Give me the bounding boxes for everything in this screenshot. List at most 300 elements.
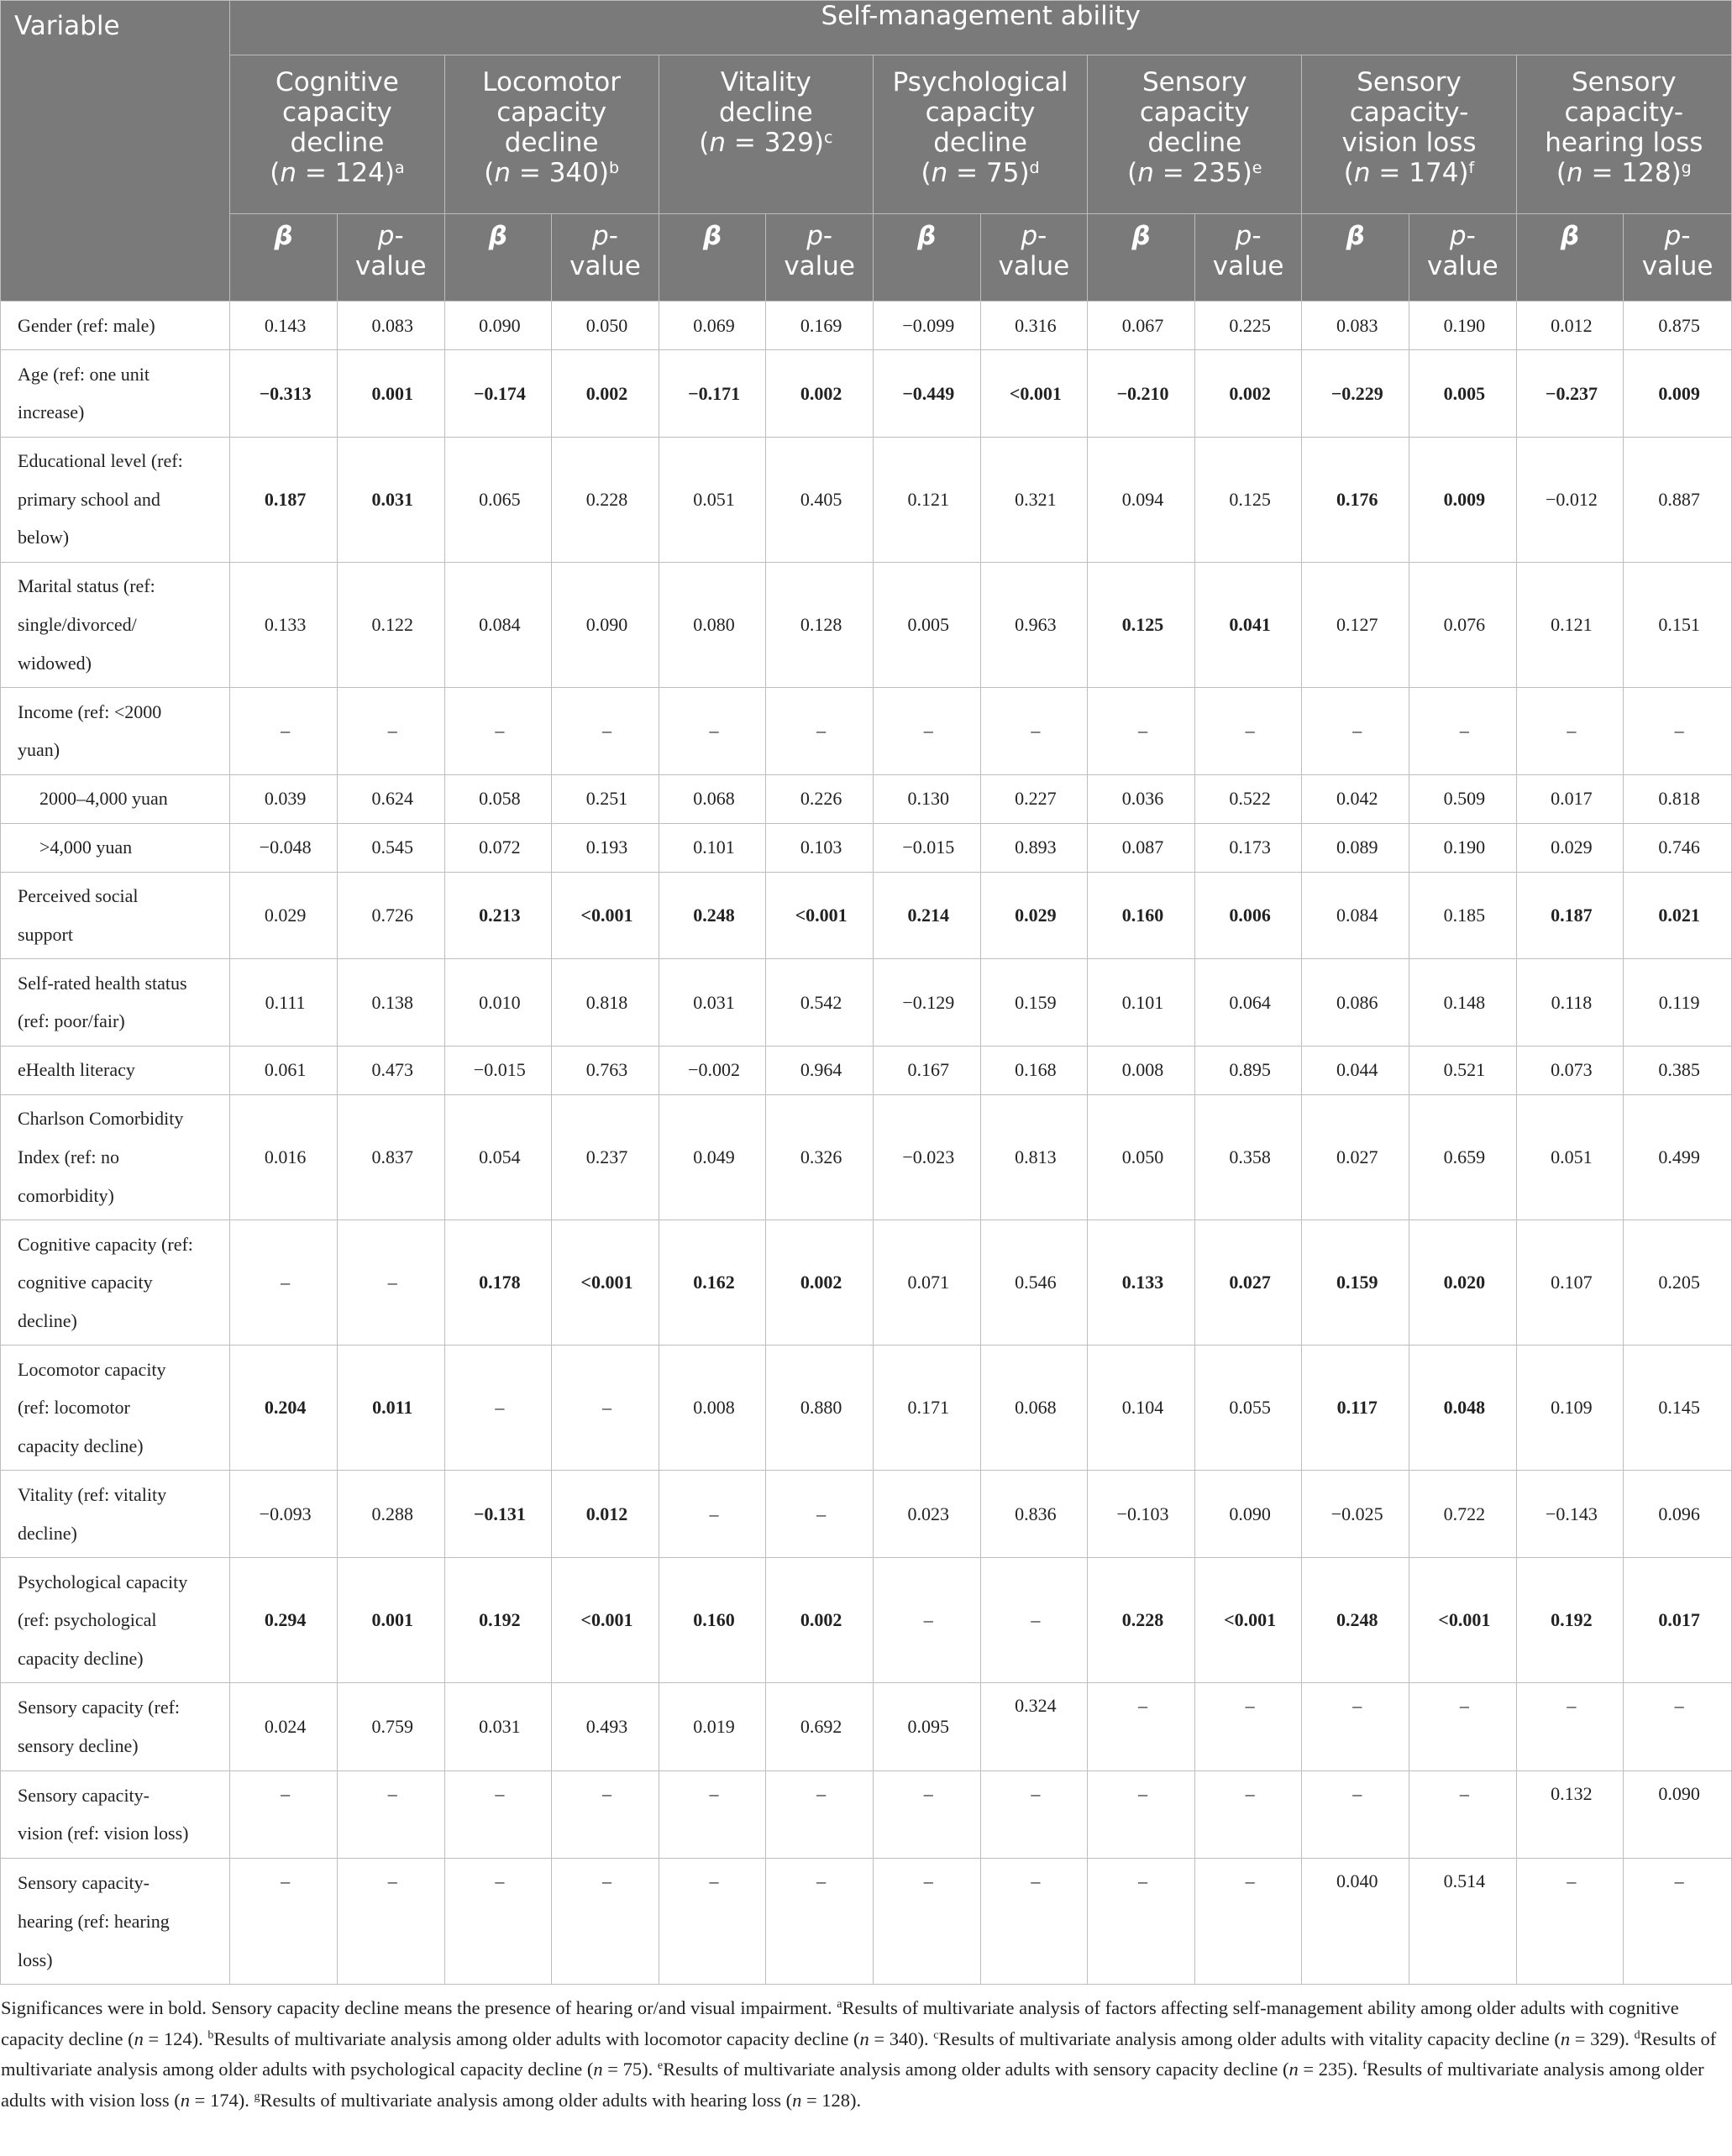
subgroup-name-line: decline [504, 128, 599, 158]
p-value-cell: 0.385 [1624, 1046, 1732, 1094]
beta-cell: – [873, 1557, 980, 1682]
subgroup-name-line: Sensory [1142, 67, 1247, 97]
p-value-cell: <0.001 [552, 1220, 659, 1345]
row-label [1, 872, 230, 959]
table-row [1, 1094, 1732, 1220]
p-value-cell: 0.002 [766, 1557, 874, 1682]
p-value-cell: 0.818 [1624, 774, 1732, 823]
row-label-line: Income (ref: <2000 [18, 700, 162, 722]
beta-cell: −0.129 [873, 959, 980, 1047]
subgroup-n-value: = 128) [1582, 158, 1682, 188]
row-label-line: Cognitive capacity (ref: [18, 1233, 193, 1255]
subgroup-name-line: capacity- [1564, 97, 1684, 128]
p-value-cell: 0.726 [337, 872, 444, 959]
row-label-line: loss) [18, 1949, 53, 1970]
p-value-cell: 0.012 [552, 1471, 659, 1558]
p-value-cell: 0.011 [337, 1346, 444, 1471]
beta-cell: 0.109 [1516, 1346, 1624, 1471]
table-row [1, 774, 1732, 823]
row-label [1, 437, 230, 562]
p-value-cell: – [1409, 687, 1517, 774]
p-value-cell: 0.746 [1624, 823, 1732, 872]
subgroup-name-line: capacity [1139, 97, 1250, 128]
beta-cell: 0.072 [444, 823, 552, 872]
beta-cell: – [444, 1770, 552, 1859]
p-value-cell: 0.173 [1194, 823, 1302, 872]
row-label-line: >4,000 yuan [39, 837, 133, 858]
p-value-cell: <0.001 [552, 1557, 659, 1682]
row-label-line: cognitive capacity [18, 1272, 153, 1293]
p-value-cell: 0.237 [552, 1094, 659, 1220]
beta-header: β [873, 214, 980, 302]
subgroup-footnote-marker: d [1029, 159, 1040, 177]
p-value-cell: – [1409, 1683, 1517, 1771]
footnote-text: Significances were in bold. Sensory capacity decline means the presence of hearing or/and visual impairment. [1, 1997, 837, 2019]
footnote-marker: c [933, 2028, 939, 2042]
p-value-header [1624, 214, 1732, 302]
p-value-cell: 0.624 [337, 774, 444, 823]
beta-cell: 0.065 [444, 437, 552, 562]
column-group-self-management-ability: Self-management ability [230, 1, 1732, 55]
beta-cell: −0.229 [1302, 350, 1409, 438]
beta-cell: – [873, 1859, 980, 1985]
beta-header: β [230, 214, 338, 302]
p-hyphen: - [1681, 221, 1691, 251]
row-label-line: (ref: locomotor [18, 1397, 130, 1419]
p-value-cell: 0.226 [766, 774, 874, 823]
beta-cell: 0.016 [230, 1094, 338, 1220]
p-value-cell: 0.875 [1624, 302, 1732, 350]
p-value-cell: 0.031 [337, 437, 444, 562]
p-hyphen: - [608, 221, 618, 251]
p-symbol: p [1664, 221, 1682, 251]
p-value-cell: 0.128 [766, 562, 874, 687]
subgroup-name-line: capacity [281, 97, 392, 128]
beta-cell: 0.133 [230, 562, 338, 687]
subgroup-n-value: = 75) [947, 158, 1030, 188]
subgroup-n-prefix: ( [1127, 158, 1138, 188]
row-label [1, 959, 230, 1047]
beta-cell: – [873, 687, 980, 774]
p-value-cell: 0.659 [1409, 1094, 1517, 1220]
p-value-cell: 0.138 [337, 959, 444, 1047]
p-value-cell: 0.759 [337, 1683, 444, 1771]
beta-header: β [444, 214, 552, 302]
p-value-cell: 0.148 [1409, 959, 1517, 1047]
subgroup-name-line: Locomotor [482, 67, 621, 97]
p-value-cell: 0.002 [1194, 350, 1302, 438]
row-label-line: decline) [18, 1522, 77, 1544]
footnote-marker: g [254, 2090, 260, 2103]
beta-cell: 0.061 [230, 1046, 338, 1094]
p-value-cell: 0.090 [1624, 1770, 1732, 1859]
p-value-word: value [1641, 251, 1714, 281]
beta-cell: – [1302, 1770, 1409, 1859]
subgroup-header [230, 55, 444, 214]
p-value-cell: <0.001 [552, 872, 659, 959]
row-label-line: Age (ref: one unit [18, 363, 150, 385]
beta-cell: – [659, 687, 766, 774]
p-value-word: value [998, 251, 1070, 281]
p-value-cell: 0.096 [1624, 1471, 1732, 1558]
table-row [1, 1046, 1732, 1094]
beta-cell: 0.012 [1516, 302, 1624, 350]
footnote-text: = 174). [190, 2089, 255, 2111]
beta-cell: −0.015 [873, 823, 980, 872]
beta-cell: 0.248 [659, 872, 766, 959]
p-value-cell: 0.288 [337, 1471, 444, 1558]
beta-cell: 0.192 [444, 1557, 552, 1682]
p-value-cell: 0.090 [1194, 1471, 1302, 1558]
p-value-cell: <0.001 [766, 872, 874, 959]
row-label [1, 1557, 230, 1682]
beta-cell: – [444, 687, 552, 774]
row-label-line: decline) [18, 1309, 77, 1331]
beta-cell: −0.103 [1088, 1471, 1195, 1558]
beta-cell: 0.036 [1088, 774, 1195, 823]
row-label [1, 1683, 230, 1771]
row-label [1, 1220, 230, 1345]
beta-cell: 0.133 [1088, 1220, 1195, 1345]
p-value-cell: – [980, 1770, 1088, 1859]
p-value-cell: 0.020 [1409, 1220, 1517, 1345]
footnote-text: Results of multivariate analysis among older adults with hearing loss ( [260, 2089, 793, 2111]
beta-cell: 0.248 [1302, 1557, 1409, 1682]
beta-cell: – [1516, 1859, 1624, 1985]
beta-cell: 0.228 [1088, 1557, 1195, 1682]
p-value-word: value [1426, 251, 1498, 281]
p-value-cell: 0.813 [980, 1094, 1088, 1220]
p-value-cell: 0.473 [337, 1046, 444, 1094]
subgroup-n-prefix: ( [484, 158, 495, 188]
p-value-cell: 0.190 [1409, 823, 1517, 872]
row-label [1, 350, 230, 438]
footnote-n-symbol: n [593, 2059, 603, 2080]
p-value-cell: – [337, 1220, 444, 1345]
p-value-cell: 0.001 [337, 1557, 444, 1682]
footnote-n-symbol: n [180, 2089, 191, 2111]
subgroup-name-line: Vitality [720, 67, 811, 97]
row-label-line: Index (ref: no [18, 1146, 119, 1168]
p-value-cell: 0.228 [552, 437, 659, 562]
footnote-n-symbol: n [792, 2089, 802, 2111]
row-label-line: eHealth literacy [18, 1059, 135, 1081]
row-label [1, 774, 230, 823]
p-value-cell: – [337, 1859, 444, 1985]
p-value-cell: 0.169 [766, 302, 874, 350]
beta-header: β [1088, 214, 1195, 302]
beta-header: β [1302, 214, 1409, 302]
p-value-cell: 0.493 [552, 1683, 659, 1771]
p-value-header [337, 214, 444, 302]
row-label-line: (ref: poor/fair) [18, 1010, 125, 1032]
subgroup-n-symbol: n [494, 158, 512, 188]
subgroup-n-symbol: n [1353, 158, 1371, 188]
footnote-marker: d [1634, 2028, 1640, 2042]
p-value-cell: 0.251 [552, 774, 659, 823]
beta-cell: 0.024 [230, 1683, 338, 1771]
table-row [1, 872, 1732, 959]
table-row [1, 437, 1732, 562]
subgroup-n-value: = 329) [726, 128, 824, 158]
p-value-cell: 0.021 [1624, 872, 1732, 959]
footnote-text: = 329). [1570, 2027, 1635, 2049]
p-value-cell: 0.837 [337, 1094, 444, 1220]
p-value-cell: 0.009 [1409, 437, 1517, 562]
row-label-line: Psychological capacity [18, 1571, 188, 1592]
beta-cell: 0.167 [873, 1046, 980, 1094]
p-value-cell: 0.722 [1409, 1471, 1517, 1558]
beta-cell: 0.160 [1088, 872, 1195, 959]
p-value-cell: 0.818 [552, 959, 659, 1047]
p-value-cell: – [552, 687, 659, 774]
row-label-line: capacity decline) [18, 1435, 144, 1457]
beta-cell: −0.313 [230, 350, 338, 438]
p-value-cell: – [1624, 687, 1732, 774]
p-value-cell: – [980, 1557, 1088, 1682]
beta-cell: 0.017 [1516, 774, 1624, 823]
p-symbol: p [1449, 221, 1467, 251]
beta-cell: 0.125 [1088, 562, 1195, 687]
table-body [1, 302, 1732, 1985]
subgroup-name-line: decline [933, 128, 1027, 158]
subgroup-n-prefix: ( [921, 158, 932, 188]
p-value-cell: – [552, 1770, 659, 1859]
p-value-cell: 0.499 [1624, 1094, 1732, 1220]
p-value-cell: 0.076 [1409, 562, 1517, 687]
beta-cell: 0.080 [659, 562, 766, 687]
subgroup-name-line: vision loss [1341, 128, 1477, 158]
row-label-line: Gender (ref: male) [18, 314, 155, 336]
beta-cell: 0.068 [659, 774, 766, 823]
p-value-cell: – [552, 1346, 659, 1471]
row-label-line: Sensory capacity- [18, 1872, 150, 1894]
row-label-line: 2000–4,000 yuan [39, 788, 168, 810]
footnote-text: Results of multivariate analysis among older adults with vitality capacity decline ( [938, 2027, 1561, 2049]
p-value-cell: 0.002 [552, 350, 659, 438]
beta-cell: 0.111 [230, 959, 338, 1047]
p-value-cell: 0.887 [1624, 437, 1732, 562]
footnote-text: Results of multivariate analysis among older adults with psychological capacity decline ( [1, 2027, 1717, 2080]
p-value-cell: 0.205 [1624, 1220, 1732, 1345]
subgroup-footnote-marker: e [1252, 159, 1262, 177]
beta-cell: 0.192 [1516, 1557, 1624, 1682]
subgroup-n-prefix: ( [699, 128, 710, 158]
beta-cell: −0.237 [1516, 350, 1624, 438]
row-label-line: support [18, 923, 73, 945]
beta-cell: 0.058 [444, 774, 552, 823]
p-value-cell: – [1194, 687, 1302, 774]
beta-cell: −0.131 [444, 1471, 552, 1558]
beta-cell: 0.090 [444, 302, 552, 350]
beta-cell: 0.044 [1302, 1046, 1409, 1094]
p-value-cell: 0.017 [1624, 1557, 1732, 1682]
beta-cell: 0.160 [659, 1557, 766, 1682]
beta-cell: – [230, 1859, 338, 1985]
row-label [1, 1346, 230, 1471]
subgroup-name-line: decline [1147, 128, 1242, 158]
beta-cell: – [230, 1770, 338, 1859]
p-value-cell: 0.125 [1194, 437, 1302, 562]
p-value-cell: – [1624, 1683, 1732, 1771]
beta-cell: 0.101 [1088, 959, 1195, 1047]
subgroup-n-value: = 340) [511, 158, 609, 188]
beta-cell: 0.019 [659, 1683, 766, 1771]
beta-cell: – [659, 1471, 766, 1558]
beta-cell: 0.086 [1302, 959, 1409, 1047]
table-row [1, 1859, 1732, 1985]
p-value-cell: 0.521 [1409, 1046, 1517, 1094]
beta-cell: – [444, 1346, 552, 1471]
footnote-marker: b [207, 2028, 214, 2042]
beta-cell: 0.049 [659, 1094, 766, 1220]
header-row-groups [1, 1, 1732, 55]
row-label-line: comorbidity) [18, 1184, 114, 1206]
beta-cell: −0.171 [659, 350, 766, 438]
table-row [1, 823, 1732, 872]
row-label-line: Self-rated health status [18, 972, 187, 994]
beta-cell: 0.130 [873, 774, 980, 823]
row-label [1, 1094, 230, 1220]
subgroup-n-prefix: ( [1556, 158, 1567, 188]
p-value-cell: – [1624, 1859, 1732, 1985]
beta-cell: −0.449 [873, 350, 980, 438]
p-value-cell: 0.005 [1409, 350, 1517, 438]
beta-cell: −0.025 [1302, 1471, 1409, 1558]
beta-cell: 0.294 [230, 1557, 338, 1682]
beta-cell: 0.029 [230, 872, 338, 959]
row-label-line: Perceived social [18, 885, 139, 907]
table-row [1, 959, 1732, 1047]
p-value-cell: 0.963 [980, 562, 1088, 687]
beta-cell: 0.008 [1088, 1046, 1195, 1094]
beta-cell: 0.187 [230, 437, 338, 562]
beta-cell: 0.213 [444, 872, 552, 959]
beta-cell: – [659, 1859, 766, 1985]
beta-cell: 0.187 [1516, 872, 1624, 959]
beta-header: β [1516, 214, 1624, 302]
subgroup-name-line: hearing loss [1545, 128, 1703, 158]
beta-cell: 0.008 [659, 1346, 766, 1471]
row-label [1, 562, 230, 687]
footnote-text: = 128). [801, 2089, 862, 2111]
p-value-header [1409, 214, 1517, 302]
p-hyphen: - [1037, 221, 1047, 251]
p-value-cell: 0.029 [980, 872, 1088, 959]
footnote-text: = 75). [602, 2059, 658, 2080]
beta-cell: 0.039 [230, 774, 338, 823]
header-row-subgroups [1, 55, 1732, 214]
footnote-n-symbol: n [859, 2027, 869, 2049]
beta-cell: – [230, 1220, 338, 1345]
beta-cell: – [873, 1770, 980, 1859]
beta-cell: 0.071 [873, 1220, 980, 1345]
p-value-cell: 0.193 [552, 823, 659, 872]
beta-cell: 0.127 [1302, 562, 1409, 687]
subgroup-n-value: = 124) [297, 158, 395, 188]
footnote-text: = 340). [869, 2027, 934, 2049]
subgroup-n-symbol: n [931, 158, 948, 188]
p-value-cell: 0.151 [1624, 562, 1732, 687]
beta-cell: 0.031 [659, 959, 766, 1047]
p-value-cell: 0.159 [980, 959, 1088, 1047]
column-header-variable: Variable [1, 1, 230, 302]
beta-cell: −0.002 [659, 1046, 766, 1094]
table-row [1, 1471, 1732, 1558]
footnote-text: Results of multivariate analysis of factors affecting self-management ability among older adults with cognitive capacity decline ( [1, 1997, 1679, 2049]
subgroup-name-line: Psychological [892, 67, 1068, 97]
p-value-cell: 0.168 [980, 1046, 1088, 1094]
beta-cell: −0.174 [444, 350, 552, 438]
p-value-cell: 0.893 [980, 823, 1088, 872]
subgroup-footnote-marker: g [1681, 159, 1692, 177]
subgroup-name-line: decline [290, 128, 385, 158]
p-symbol: p [806, 221, 823, 251]
beta-cell: 0.073 [1516, 1046, 1624, 1094]
beta-cell: −0.023 [873, 1094, 980, 1220]
subgroup-name-line: Cognitive [276, 67, 399, 97]
p-value-cell: 0.006 [1194, 872, 1302, 959]
table-row [1, 1770, 1732, 1859]
p-value-cell: 0.522 [1194, 774, 1302, 823]
subgroup-n-symbol: n [280, 158, 297, 188]
row-label-line: capacity decline) [18, 1647, 144, 1669]
row-label-line: hearing (ref: hearing [18, 1911, 170, 1933]
row-label-line: primary school and [18, 488, 160, 510]
row-label [1, 302, 230, 350]
beta-cell: 0.040 [1302, 1859, 1409, 1985]
row-label-line: Sensory capacity (ref: [18, 1697, 181, 1718]
p-value-header [552, 214, 659, 302]
p-value-cell: – [337, 1770, 444, 1859]
p-value-cell: 0.509 [1409, 774, 1517, 823]
footnote-marker: a [837, 1998, 842, 2012]
p-symbol: p [1235, 221, 1252, 251]
p-symbol: p [377, 221, 395, 251]
beta-cell: 0.027 [1302, 1094, 1409, 1220]
beta-cell: 0.084 [444, 562, 552, 687]
footnote-marker: f [1362, 2059, 1367, 2073]
beta-cell: – [1302, 1683, 1409, 1771]
subgroup-name-line: capacity [496, 97, 607, 128]
p-value-cell: 0.122 [337, 562, 444, 687]
p-value-cell: 0.055 [1194, 1346, 1302, 1471]
p-value-header [1194, 214, 1302, 302]
beta-cell: 0.029 [1516, 823, 1624, 872]
beta-cell: 0.104 [1088, 1346, 1195, 1471]
table-row [1, 1346, 1732, 1471]
p-value-word: value [1212, 251, 1284, 281]
beta-cell: 0.143 [230, 302, 338, 350]
subgroup-n-prefix: ( [1343, 158, 1354, 188]
subgroup-footnote-marker: f [1468, 159, 1475, 177]
p-value-cell: 0.836 [980, 1471, 1088, 1558]
beta-cell: – [1516, 1683, 1624, 1771]
p-value-cell: – [1409, 1770, 1517, 1859]
row-label-line: Locomotor capacity [18, 1358, 166, 1380]
beta-cell: 0.050 [1088, 1094, 1195, 1220]
beta-cell: 0.118 [1516, 959, 1624, 1047]
subgroup-footnote-marker: c [823, 129, 833, 147]
subgroup-footnote-marker: b [608, 159, 620, 177]
p-value-cell: 0.895 [1194, 1046, 1302, 1094]
p-value-cell: – [1194, 1683, 1302, 1771]
subgroup-n-value: = 174) [1370, 158, 1469, 188]
p-value-cell: 0.090 [552, 562, 659, 687]
beta-cell: 0.031 [444, 1683, 552, 1771]
p-value-cell: 0.068 [980, 1346, 1088, 1471]
subgroup-n-prefix: ( [270, 158, 281, 188]
